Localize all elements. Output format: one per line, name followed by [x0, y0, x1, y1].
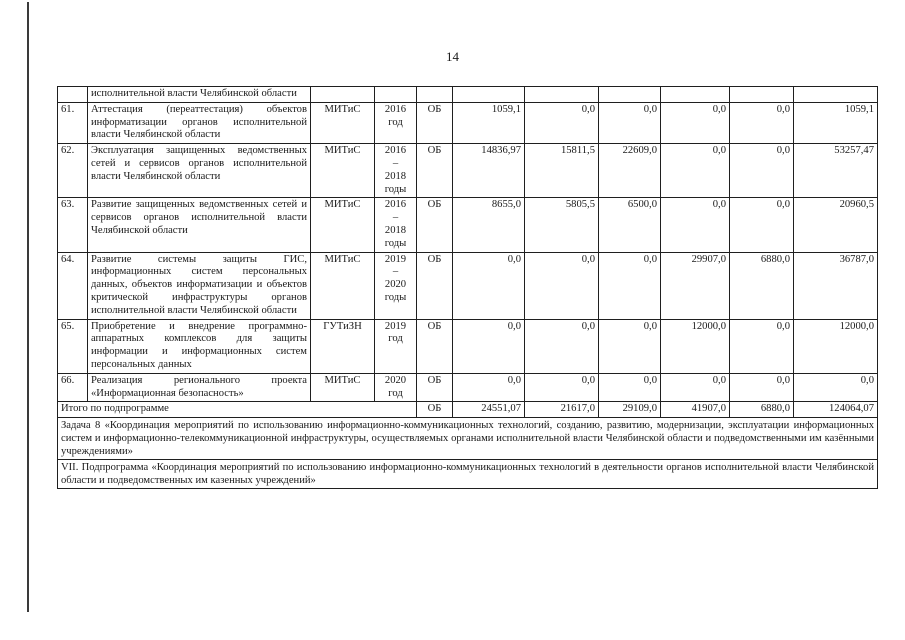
row-total	[794, 87, 878, 103]
period-line: 2020	[384, 279, 407, 291]
row-source: ОБ	[417, 252, 453, 319]
row-executor: МИТиС	[311, 144, 375, 198]
row-value-1: 14836,97	[453, 144, 525, 198]
row-executor	[311, 87, 375, 103]
row-value-5	[730, 87, 794, 103]
row-source: ОБ	[417, 144, 453, 198]
row-executor: МИТиС	[311, 373, 375, 402]
table-row	[58, 319, 878, 373]
period-line: 2019	[384, 320, 407, 332]
row-total: 53257,47	[794, 144, 878, 198]
period-line: годы	[384, 183, 407, 195]
task-8-heading: Задача 8 «Координация мероприятий по использованию информационно-коммуникационных технологий, созданию, развитию, модернизации, эксплуатации информационных систем и информационно-телекоммуникационной инфраструктуры, осуществляемых органами исполнительной власти Челябинской области и подведомственными им казёнными учреждениями»	[58, 418, 878, 460]
period-line: –	[392, 212, 399, 224]
row-value-3: 0,0	[599, 319, 661, 373]
row-value-1: 1059,1	[453, 102, 525, 143]
row-number: 66.	[58, 373, 88, 402]
row-total: 1059,1	[794, 102, 878, 143]
row-value-3: 22609,0	[599, 144, 661, 198]
row-period	[375, 319, 417, 373]
row-value-3	[599, 87, 661, 103]
row-value-3: 0,0	[599, 102, 661, 143]
subtotal-total: 124064,07	[794, 402, 878, 418]
table-row	[58, 102, 878, 143]
table-row	[58, 373, 878, 402]
row-description: Аттестация (переаттестация) объектов информатизации органов исполнительной власти Челябинской области	[88, 102, 311, 143]
row-value-2: 15811,5	[525, 144, 599, 198]
period-line: годы	[384, 237, 407, 249]
row-value-1	[453, 87, 525, 103]
row-value-2: 0,0	[525, 252, 599, 319]
row-number: 65.	[58, 319, 88, 373]
period-line: год	[388, 387, 403, 399]
row-total: 12000,0	[794, 319, 878, 373]
period-line: 2018	[384, 224, 407, 236]
row-period	[375, 252, 417, 319]
row-description: исполнительной власти Челябинской области	[88, 87, 311, 103]
row-total: 20960,5	[794, 198, 878, 252]
period-line: 2016	[384, 199, 407, 211]
table-row	[58, 144, 878, 198]
subprogram-row	[58, 460, 878, 489]
table-row	[58, 87, 878, 103]
row-value-3: 0,0	[599, 373, 661, 402]
row-period	[375, 87, 417, 103]
row-value-5: 0,0	[730, 102, 794, 143]
row-value-4: 29907,0	[661, 252, 730, 319]
row-value-1: 0,0	[453, 373, 525, 402]
row-value-4: 0,0	[661, 102, 730, 143]
row-value-1: 8655,0	[453, 198, 525, 252]
subprogram-7-heading: VII. Подпрограмма «Координация мероприятий по использованию информационно-коммуникационных технологий в деятельности органов исполнительной власти Челябинской области и подведомственных им казенных учреждений»	[58, 460, 878, 489]
table-body	[58, 87, 878, 489]
row-value-1: 0,0	[453, 319, 525, 373]
row-source	[417, 87, 453, 103]
row-number: 64.	[58, 252, 88, 319]
row-value-4: 0,0	[661, 373, 730, 402]
row-value-4: 12000,0	[661, 319, 730, 373]
row-value-2: 0,0	[525, 319, 599, 373]
row-total: 0,0	[794, 373, 878, 402]
period-line: 2020	[384, 374, 407, 386]
row-description: Развитие системы защиты ГИС, информационных систем персональных данных, объектов информатизации и объектов критической инфраструктуры органов исполнительной власти Челябинской области	[88, 252, 311, 319]
task-row	[58, 418, 878, 460]
row-value-4	[661, 87, 730, 103]
row-value-3: 0,0	[599, 252, 661, 319]
row-source: ОБ	[417, 102, 453, 143]
row-value-5: 0,0	[730, 373, 794, 402]
period-line: год	[388, 116, 403, 128]
subtotal-value-5: 6880,0	[730, 402, 794, 418]
row-value-5: 0,0	[730, 198, 794, 252]
row-value-2: 0,0	[525, 373, 599, 402]
budget-table	[57, 86, 878, 489]
subtotal-label: Итого по подпрограмме	[58, 402, 417, 418]
row-period	[375, 373, 417, 402]
subtotal-source: ОБ	[417, 402, 453, 418]
row-value-2: 0,0	[525, 102, 599, 143]
row-description: Эксплуатация защищенных ведомственных сетей и сервисов органов исполнительной власти Челябинской области	[88, 144, 311, 198]
row-value-4: 0,0	[661, 144, 730, 198]
row-source: ОБ	[417, 373, 453, 402]
row-source: ОБ	[417, 319, 453, 373]
period-line: 2019	[384, 253, 407, 265]
page-left-border	[27, 2, 29, 612]
row-period	[375, 102, 417, 143]
row-value-2: 5805,5	[525, 198, 599, 252]
row-total: 36787,0	[794, 252, 878, 319]
period-line: годы	[384, 291, 407, 303]
period-line: 2016	[384, 145, 407, 157]
period-line: –	[392, 266, 399, 278]
subtotal-row	[58, 402, 878, 418]
subtotal-value-1: 24551,07	[453, 402, 525, 418]
row-value-1: 0,0	[453, 252, 525, 319]
row-number	[58, 87, 88, 103]
subtotal-value-4: 41907,0	[661, 402, 730, 418]
period-line: –	[392, 157, 399, 169]
table-row	[58, 198, 878, 252]
subtotal-value-2: 21617,0	[525, 402, 599, 418]
row-executor: МИТиС	[311, 198, 375, 252]
row-value-5: 0,0	[730, 319, 794, 373]
row-executor: МИТиС	[311, 252, 375, 319]
row-description: Развитие защищенных ведомственных сетей и сервисов органов исполнительной власти Челябинской области	[88, 198, 311, 252]
row-number: 61.	[58, 102, 88, 143]
row-description: Реализация регионального проекта «Информационная безопасность»	[88, 373, 311, 402]
period-line: год	[388, 333, 403, 345]
row-number: 62.	[58, 144, 88, 198]
period-line: 2016	[384, 103, 407, 115]
row-period	[375, 144, 417, 198]
period-line: 2018	[384, 170, 407, 182]
row-value-2	[525, 87, 599, 103]
row-description: Приобретение и внедрение программно-аппаратных комплексов для защиты информации и информационных систем персональных данных	[88, 319, 311, 373]
row-source: ОБ	[417, 198, 453, 252]
row-period	[375, 198, 417, 252]
row-value-5: 0,0	[730, 144, 794, 198]
subtotal-value-3: 29109,0	[599, 402, 661, 418]
row-number: 63.	[58, 198, 88, 252]
page-number: 14	[446, 49, 459, 64]
row-value-3: 6500,0	[599, 198, 661, 252]
row-executor: МИТиС	[311, 102, 375, 143]
table-row	[58, 252, 878, 319]
row-executor: ГУТиЗН	[311, 319, 375, 373]
row-value-4: 0,0	[661, 198, 730, 252]
row-value-5: 6880,0	[730, 252, 794, 319]
